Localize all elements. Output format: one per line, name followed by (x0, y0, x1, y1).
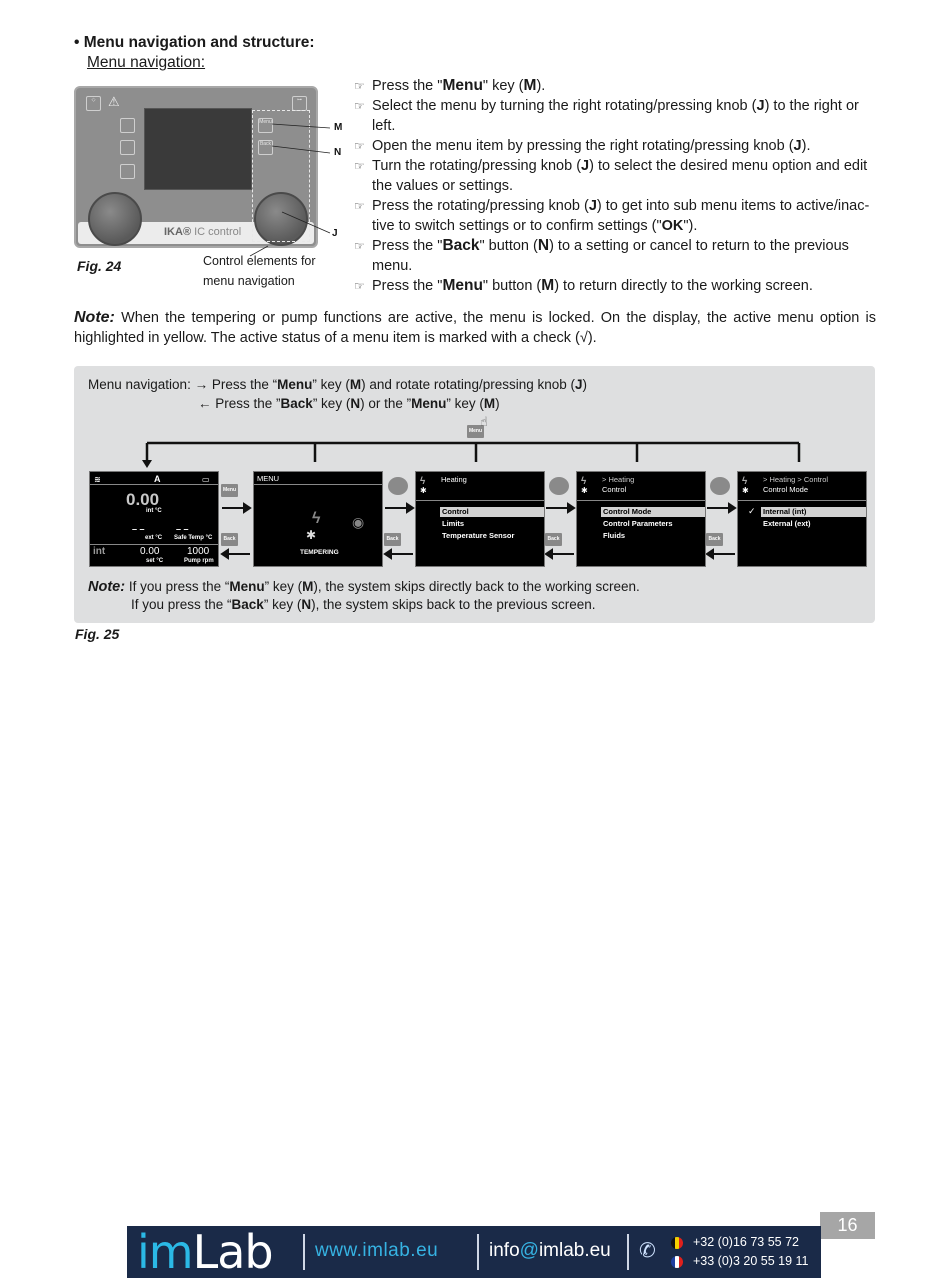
working-screen: ≋ A ▭ 0.00 int °C – – – – ext °C Safe Temp °C int 0.00 1000 set °C Pump rpm (89, 471, 219, 567)
battery-icon: ▭ (202, 475, 210, 484)
menu-key-icon: Menu (467, 425, 484, 438)
screen-mode-label: A (154, 474, 161, 484)
internal-temp-value: 0.00 (126, 490, 160, 509)
heating-icon: ϟ (581, 476, 587, 487)
key-lock-icon: ⊶ (292, 96, 307, 111)
menu-key-icon: Menu (221, 484, 238, 497)
back-key-icon: Back (221, 533, 238, 546)
wifi-icon: ≋ (94, 475, 101, 484)
fig24-caption: Control elements for menu navigation (203, 254, 316, 288)
pointing-hand-icon: ☞ (354, 139, 365, 153)
heating-icon: ϟ (742, 476, 748, 487)
check-icon: ✓ (748, 506, 756, 516)
phone-france[interactable]: +33 (0)3 20 55 19 11 (693, 1254, 809, 1268)
cooling-icon: ✱ (306, 528, 317, 542)
callout-n: N (334, 147, 342, 158)
back-key: Back (258, 140, 273, 155)
back-key-icon: Back (706, 533, 723, 546)
warning-icon: ⚠ (108, 94, 120, 109)
device-brand: IKA® IC control (164, 226, 242, 238)
page-number: 16 (820, 1212, 875, 1239)
callout-m: M (334, 122, 343, 133)
snowflake-icon: ✱ (581, 486, 588, 495)
list-item: ☞ Select the menu by turning the right rotating/pressing knob (J) to the right or left. (354, 98, 859, 134)
back-key-icon: Back (384, 533, 401, 546)
fig24-label: Fig. 24 (77, 258, 122, 274)
note-menu-back-keys: Note: If you press the “Menu” key (M), the system skips directly back to the working screen. (88, 579, 640, 595)
panel-line-forward: Menu navigation: → Press the “Menu” key (M) and rotate rotating/pressing knob (J) (88, 377, 588, 392)
pointing-hand-icon: ☞ (354, 159, 365, 173)
list-item: ☞ Press the rotating/pressing knob (J) to get into sub menu items to active/inac-tive to switch settings or to confirm settings ("OK"). (354, 198, 870, 234)
phone-icon: ✆ (639, 1240, 656, 1262)
menu-screen: MENU ϟ ◉ ✱ TEMPERING (253, 471, 383, 567)
list-item: ☞ Turn the rotating/pressing knob (J) to select the desired menu option and edit the values or settings. (354, 158, 868, 194)
note-locked-menu: Note: When the tempering or pump functions are active, the menu is locked. On the display, the active menu option is highlighted in yellow. The active status of a menu item is marked with a check (√). (74, 309, 876, 346)
phone-belgium[interactable]: +32 (0)16 73 55 72 (693, 1235, 799, 1249)
belgium-flag-icon (671, 1237, 683, 1249)
pointing-hand-icon: ☞ (354, 99, 365, 113)
note-back-key: If you press the “Back” key (N), the system skips back to the previous screen. (131, 597, 596, 612)
section-title: • Menu navigation and structure: (74, 34, 315, 51)
snowflake-icon: ✱ (420, 486, 427, 495)
control-screen: ϟ ✱ > Heating Control Control Mode Control Parameters Fluids (576, 471, 706, 567)
knob-rotate-icon (549, 477, 569, 495)
power-icon: ◇ (86, 96, 101, 111)
pointing-hand-icon: ☞ (354, 199, 365, 213)
knob-rotate-icon (388, 477, 408, 495)
heating-icon: ϟ (312, 510, 321, 527)
pointing-hand-icon: ☞ (354, 279, 365, 293)
list-item: ☞ Press the "Back" button (N) to a setting or cancel to return to the previous menu. (354, 237, 849, 274)
snowflake-icon: ✱ (742, 486, 749, 495)
email-link[interactable]: info@imlab.eu (489, 1240, 611, 1261)
control-mode-screen: ϟ ✱ > Heating > Control Control Mode ✓ Internal (int) External (ext) (737, 471, 867, 567)
fig25-label: Fig. 25 (75, 626, 120, 642)
heating-screen: ϟ ✱ Heating Control Limits Temperature Sensor (415, 471, 545, 567)
panel-line-back: ← Press the ”Back” key (N) or the ”Menu” key (M) (198, 396, 500, 411)
pointing-hand-icon: ☞ (354, 239, 365, 253)
back-key-icon: Back (545, 533, 562, 546)
menu-key: Menu (258, 118, 273, 133)
pump-icon: ◉ (352, 514, 365, 530)
imlab-logo: imLab (137, 1225, 273, 1278)
callout-j: J (332, 228, 338, 239)
knob-rotate-icon (710, 477, 730, 495)
finger-icon: ☝ (480, 414, 488, 429)
list-item: ☞ Press the "Menu" key (M). (354, 77, 546, 94)
heating-icon: ϟ (420, 476, 426, 487)
list-item: ☞ Press the "Menu" button (M) to return directly to the working screen. (354, 277, 813, 294)
footer-banner (127, 1226, 821, 1278)
list-item: ☞ Open the menu item by pressing the right rotating/pressing knob (J). (354, 138, 811, 154)
france-flag-icon (671, 1256, 683, 1268)
pointing-hand-icon: ☞ (354, 79, 365, 93)
section-subtitle: Menu navigation: (87, 54, 206, 71)
website-link[interactable]: www.imlab.eu (315, 1240, 439, 1261)
